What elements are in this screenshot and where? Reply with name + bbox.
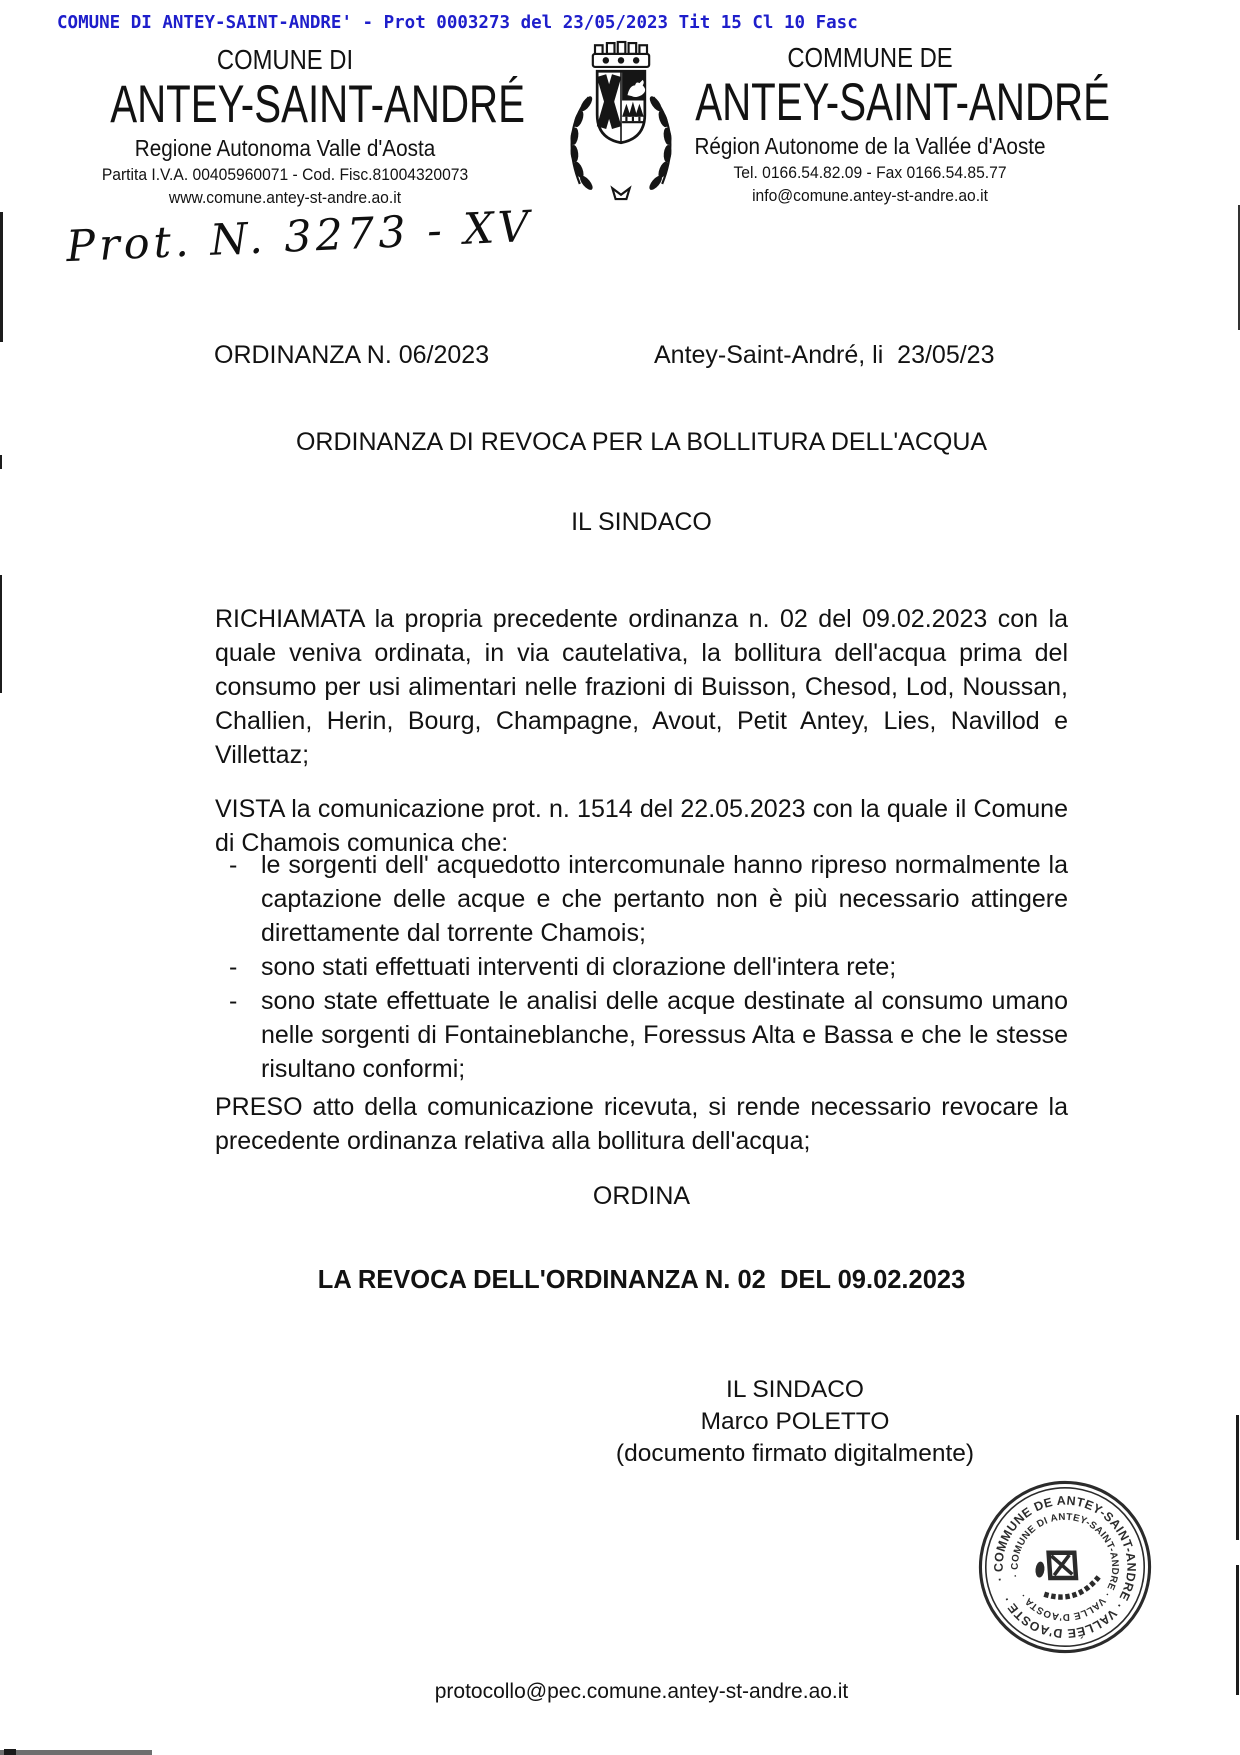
phone-fax-line: Tel. 0166.54.82.09 - Fax 0166.54.85.77 <box>733 163 1007 183</box>
letterhead-italian <box>55 44 526 208</box>
scan-artifact-left-line <box>0 575 2 693</box>
scan-artifact-bottom-mark <box>4 1749 16 1755</box>
list-item <box>215 950 1068 984</box>
commune-name-it: ANTEY-SAINT-ANDRÉ <box>110 75 526 134</box>
bullet-text: sono stati effettuati interventi di clorazione dell'intera rete; <box>261 953 897 981</box>
scan-artifact-bottom-bar <box>0 1750 152 1755</box>
recital-paragraph-1: RICHIAMATA la propria precedente ordinanza n. 02 del 09.02.2023 con la quale veniva ordinata, in via cautelativa, la bollitura dell'acqua prima del consumo per usi alimentari nelle frazioni di Buisson, Chesod, Lod, Noussan, Challien, Herin, Bourg, Champagne, Avout, Petit Antey, Lies, Navillod e Villettaz; <box>215 605 1068 769</box>
signature-role: IL SINDACO <box>726 1376 864 1403</box>
bullet-text: sono state effettuate le analisi delle acque destinate al consumo umano nelle sorgenti di Fontaineblanche, Foressus Alta e Bassa e che le stesse risultano conformi; <box>261 987 1068 1083</box>
order-heading: ORDINA <box>592 1182 691 1210</box>
protocol-banner: COMUNE DI ANTEY-SAINT-ANDRE' - Prot 0003273 del 23/05/2023 Tit 15 Cl 10 Fasc <box>57 13 858 33</box>
vat-line: Partita I.V.A. 00405960071 - Cod. Fisc.81004320073 <box>101 165 469 185</box>
place-and-date: Antey-Saint-André, li 23/05/23 <box>654 341 995 369</box>
scan-artifact-left-line <box>0 212 3 342</box>
stamp-center-crest <box>1030 1542 1102 1603</box>
ordinance-title: ORDINANZA DI REVOCA PER LA BOLLITURA DELL'ACQUA <box>295 428 988 456</box>
commune-label-it: COMUNE DI <box>216 44 354 75</box>
list-item <box>215 984 1068 1086</box>
bullet-marker: - <box>229 953 238 981</box>
letterhead-french <box>640 42 1111 206</box>
stamp-outer-text: · COMMUNE DE ANTEY-SAINT-ANDRE · VALLÉE D'AOSTE · <box>991 1493 1139 1641</box>
scan-artifact-right-line <box>1236 1415 1239 1540</box>
signature-name: Marco POLETTO <box>700 1408 890 1435</box>
issuer-heading: IL SINDACO <box>571 508 712 536</box>
commune-label-fr: COMMUNE DE <box>787 42 953 73</box>
region-line-it: Regione Autonoma Valle d'Aosta <box>134 135 436 162</box>
handwritten-protocol-note: Prot. N. 3273 - XV <box>65 201 535 273</box>
list-item <box>215 848 1068 950</box>
stamp-inner-text: · COMUNE DI ANTEY-SAINT-ANDRE · VALLE D'AOSTA · <box>1009 1511 1121 1623</box>
bullet-text: le sorgenti dell' acquedotto intercomunale hanno ripreso normalmente la captazione delle acque e che pertanto non è più necessario attingere direttamente dal torrente Chamois; <box>261 851 1068 947</box>
signature-note: (documento firmato digitalmente) <box>615 1440 975 1467</box>
signature-block <box>610 1374 980 1470</box>
bullet-marker: - <box>229 987 238 1015</box>
bullet-list <box>215 848 1068 1086</box>
scan-artifact-right-line <box>1236 1565 1239 1695</box>
closing-recital: PRESO atto della comunicazione ricevuta, si rende necessario revocare la precedente ordinanza relativa alla bollitura dell'acqua; <box>215 1093 1068 1155</box>
recital-paragraph-2: VISTA la comunicazione prot. n. 1514 del 22.05.2023 con la quale il Comune di Chamois comunica che: <box>215 795 1068 857</box>
round-municipal-stamp-icon <box>957 1459 1173 1675</box>
commune-name-fr: ANTEY-SAINT-ANDRÉ <box>695 73 1111 132</box>
website-line: www.comune.antey-st-andre.ao.it <box>168 188 402 208</box>
bullet-marker: - <box>229 851 238 879</box>
email-line: info@comune.antey-st-andre.ao.it <box>752 186 988 206</box>
ordinance-number: ORDINANZA N. 06/2023 <box>214 341 490 369</box>
scan-artifact-left-line <box>0 455 2 469</box>
footer-pec-email: protocollo@pec.comune.antey-st-andre.ao.it <box>434 1680 849 1703</box>
region-line-fr: Région Autonome de la Vallée d'Aoste <box>694 133 1046 160</box>
ordinance-number-row <box>214 341 1068 370</box>
order-text: LA REVOCA DELL'ORDINANZA N. 02 DEL 09.02.2023 <box>317 1266 966 1294</box>
